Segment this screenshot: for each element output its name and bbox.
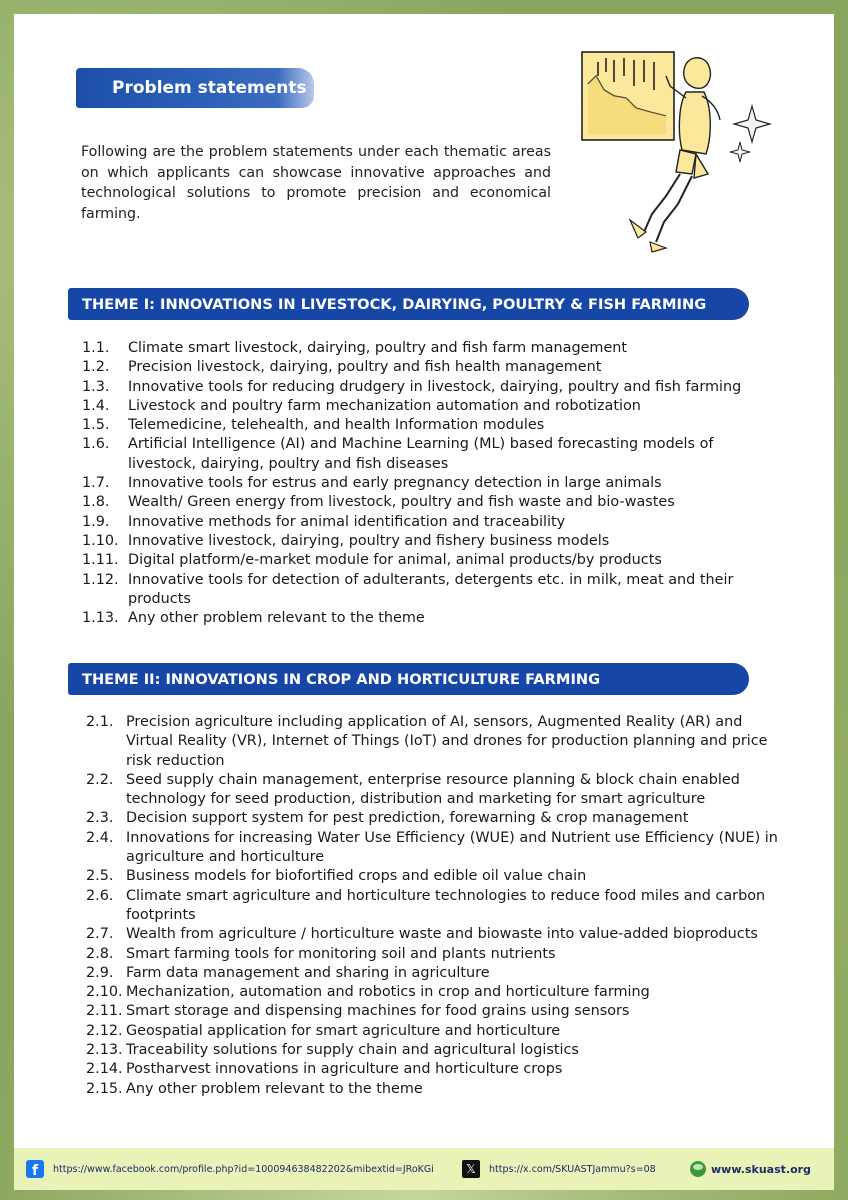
item-text: Innovative livestock, dairying, poultry and fishery business models (128, 532, 610, 549)
list-item (86, 983, 786, 1002)
item-number: 2.1. (86, 714, 114, 730)
list-item (82, 513, 782, 532)
website-link[interactable] (690, 1161, 811, 1177)
item-number: 2.7. (86, 926, 114, 943)
item-text: Innovative tools for reducing drudgery in livestock, dairying, poultry and fish farming (128, 378, 742, 395)
item-text: Climate smart agriculture and horticulture technologies to reduce food miles and carbon footprints (126, 887, 766, 923)
item-text: Livestock and poultry farm mechanization automation and robotization (128, 397, 641, 414)
list-item (82, 339, 782, 358)
item-number: 1.12. (82, 571, 119, 588)
item-number: 1.8. (82, 494, 110, 511)
x-icon: 𝕏 (462, 1160, 480, 1178)
item-number: 1.9. (82, 513, 110, 530)
list-item (86, 867, 786, 886)
item-text: Decision support system for pest prediction, forewarning & crop management (126, 810, 689, 827)
list-item (82, 378, 782, 397)
list-item (86, 1022, 786, 1041)
list-item (82, 493, 782, 512)
item-number: 2.10. (86, 984, 123, 1001)
item-text: Innovative methods for animal identification and traceability (128, 513, 566, 530)
list-item (86, 829, 786, 868)
list-item (86, 1041, 786, 1060)
item-number: 1.7. (82, 475, 110, 492)
item-number: 1.13. (82, 610, 119, 627)
x-link[interactable] (462, 1160, 656, 1178)
item-number: 2.15. (86, 1080, 123, 1097)
item-text: Farm data management and sharing in agriculture (126, 964, 490, 981)
theme-1-header (68, 288, 749, 320)
footer-bar (14, 1148, 834, 1190)
item-number: 1.4. (82, 397, 110, 414)
item-text: Artificial Intelligence (AI) and Machine Learning (ML) based forecasting models of livestock, dairying, poultry and fish diseases (128, 436, 714, 472)
item-number: 2.6. (86, 887, 114, 904)
list-item (86, 945, 786, 964)
item-text: Seed supply chain management, enterprise resource planning & block chain enabled technology for seed production, distribution and marketing for smart agriculture (126, 771, 740, 808)
item-text: Business models for biofortified crops and edible oil value chain (126, 868, 587, 885)
list-item (86, 771, 786, 810)
item-text: Climate smart livestock, dairying, poultry and fish farm management (128, 340, 628, 356)
facebook-link[interactable] (26, 1160, 434, 1178)
list-item (82, 416, 782, 435)
item-number: 2.3. (86, 810, 114, 827)
list-item (86, 1060, 786, 1079)
item-text: Wealth/ Green energy from livestock, poultry and fish waste and bio-wastes (128, 494, 675, 511)
intro-paragraph: Following are the problem statements under each thematic areas on which applicants can showcase innovative approaches and technological solutions to promote precision and economical farming. (81, 144, 551, 222)
item-text: Precision livestock, dairying, poultry and fish health management (128, 359, 602, 376)
item-text: Postharvest innovations in agriculture and horticulture crops (126, 1061, 563, 1078)
item-text: Innovative tools for detection of adulterants, detergents etc. in milk, meat and their products (128, 571, 734, 607)
item-number: 2.11. (86, 1003, 123, 1020)
item-text: Digital platform/e-market module for animal, animal products/by products (128, 552, 662, 569)
item-number: 1.6. (82, 436, 110, 453)
list-item (86, 925, 786, 944)
theme-2-title: THEME II: INNOVATIONS IN CROP AND HORTICULTURE FARMING (82, 670, 601, 688)
person-with-chart-illustration (574, 46, 774, 256)
theme-1-list (82, 339, 782, 628)
item-text: Smart storage and dispensing machines for food grains using sensors (126, 1003, 630, 1020)
item-number: 2.2. (86, 771, 114, 788)
item-number: 1.10. (82, 532, 119, 549)
item-text: Any other problem relevant to the theme (128, 610, 425, 627)
item-text: Any other problem relevant to the theme (126, 1080, 423, 1097)
section-title: Problem statements (112, 78, 307, 98)
list-item (86, 809, 786, 828)
list-item (86, 1080, 786, 1099)
list-item (82, 358, 782, 377)
section-title-banner (76, 68, 314, 108)
item-text: Wealth from agriculture / horticulture waste and biowaste into value-added bioproducts (126, 926, 758, 943)
item-text: Traceability solutions for supply chain and agricultural logistics (126, 1042, 579, 1059)
item-text: Innovative tools for estrus and early pregnancy detection in large animals (128, 475, 662, 492)
list-item (82, 397, 782, 416)
list-item (82, 532, 782, 551)
facebook-url[interactable]: https://www.facebook.com/profile.php?id=100094638482202&mibextid=JRoKGi (53, 1163, 434, 1175)
item-number: 2.13. (86, 1042, 123, 1059)
list-item (86, 887, 786, 926)
item-number: 1.11. (82, 552, 119, 569)
item-number: 1.3. (82, 378, 110, 395)
website-url[interactable]: www.skuast.org (711, 1162, 811, 1176)
theme-2-header (68, 663, 749, 695)
item-text: Precision agriculture including application of AI, sensors, Augmented Reality (AR) and Virtual Reality (VR), Internet of Things (IoT) and drones for production planning and price risk reduction (126, 714, 768, 769)
theme-2-list (86, 713, 786, 1099)
list-item (86, 964, 786, 983)
item-number: 2.14. (86, 1061, 123, 1078)
item-number: 1.1. (82, 340, 110, 356)
list-item (86, 1002, 786, 1021)
list-item (82, 435, 782, 474)
item-text: Smart farming tools for monitoring soil and plants nutrients (126, 945, 556, 962)
item-text: Telemedicine, telehealth, and health Information modules (128, 417, 545, 434)
item-text: Geospatial application for smart agriculture and horticulture (126, 1022, 561, 1039)
list-item (82, 609, 782, 628)
facebook-icon: f (26, 1160, 44, 1178)
item-text: Mechanization, automation and robotics in crop and horticulture farming (126, 984, 650, 1001)
x-url[interactable]: https://x.com/SKUASTJammu?s=08 (489, 1163, 656, 1175)
item-number: 2.8. (86, 945, 114, 962)
list-item (86, 713, 786, 771)
list-item (82, 551, 782, 570)
list-item (82, 474, 782, 493)
item-number: 1.2. (82, 359, 110, 376)
item-number: 2.5. (86, 868, 114, 885)
theme-1-title: THEME I: INNOVATIONS IN LIVESTOCK, DAIRYING, POULTRY & FISH FARMING (82, 295, 707, 313)
item-number: 1.5. (82, 417, 110, 434)
item-number: 2.9. (86, 964, 114, 981)
item-number: 2.12. (86, 1022, 123, 1039)
item-text: Innovations for increasing Water Use Efficiency (WUE) and Nutrient use Efficiency (NUE) in agriculture and horticulture (126, 829, 778, 866)
item-number: 2.4. (86, 829, 114, 846)
globe-icon (690, 1161, 706, 1177)
list-item (82, 571, 782, 610)
